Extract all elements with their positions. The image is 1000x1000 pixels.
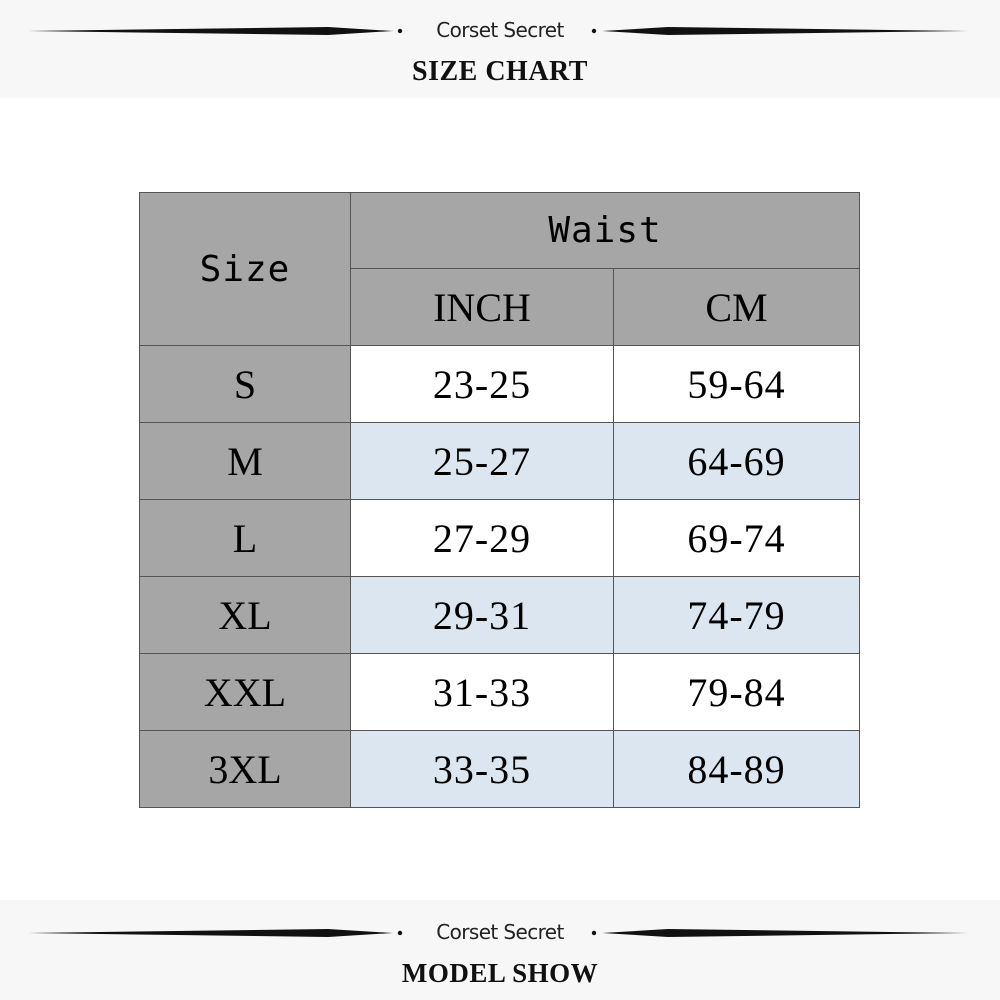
size-cell: XL [140, 577, 351, 654]
table-row [140, 500, 860, 577]
size-cell: S [140, 346, 351, 423]
size-cell: XXL [140, 654, 351, 731]
cm-cell: 79-84 [614, 654, 860, 731]
page-title: SIZE CHART [412, 56, 588, 87]
inch-cell: 25-27 [351, 423, 614, 500]
inch-cell: 33-35 [351, 731, 614, 808]
table-row [140, 654, 860, 731]
inch-cell: 29-31 [351, 577, 614, 654]
size-cell: M [140, 423, 351, 500]
inch-cell: 23-25 [351, 346, 614, 423]
cm-cell: 69-74 [614, 500, 860, 577]
cm-column-header: CM [614, 269, 860, 346]
decorative-line-left [28, 16, 408, 46]
table-row [140, 346, 860, 423]
brand-name: Corset Secret [436, 920, 564, 944]
waist-group-header: Waist [351, 193, 860, 269]
brand-row-top [0, 16, 1000, 46]
cm-cell: 74-79 [614, 577, 860, 654]
brand-name: Corset Secret [436, 18, 564, 42]
cm-cell: 59-64 [614, 346, 860, 423]
section-title-model-show: MODEL SHOW [401, 958, 599, 988]
cm-cell: 84-89 [614, 731, 860, 808]
decorative-line-right [588, 16, 972, 46]
inch-cell: 31-33 [351, 654, 614, 731]
table-row [140, 423, 860, 500]
size-cell: L [140, 500, 351, 577]
table-row [140, 577, 860, 654]
decorative-line-right [588, 918, 972, 948]
table-row [140, 731, 860, 808]
decorative-line-left [28, 918, 408, 948]
size-column-header: Size [140, 193, 351, 346]
cm-cell: 64-69 [614, 423, 860, 500]
inch-column-header: INCH [351, 269, 614, 346]
brand-row-bottom [0, 918, 1000, 948]
size-chart-table [139, 192, 860, 808]
size-cell: 3XL [140, 731, 351, 808]
inch-cell: 27-29 [351, 500, 614, 577]
